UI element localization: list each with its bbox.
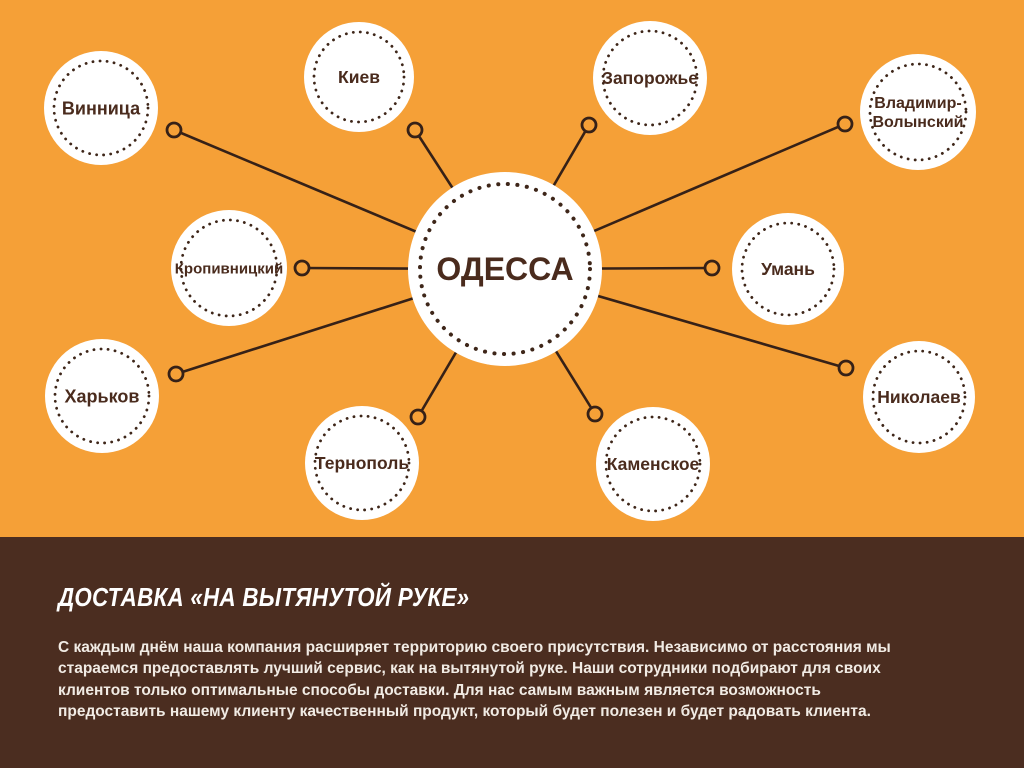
- city-label: Запорожье: [601, 68, 699, 89]
- city-label: Тернополь: [314, 453, 410, 474]
- city-label: Умань: [761, 259, 815, 280]
- panel-heading: ДОСТАВКА «НА ВЫТЯНУТОЙ РУКЕ»: [58, 582, 470, 612]
- body-text-line: стараемся предоставлять лучший сервис, как на вытянутой руке. Наши сотрудники подбирают для своих: [58, 660, 881, 678]
- body-text-line: клиентов только оптимальные способы доставки. Для нас самым важным является возможность: [58, 681, 821, 699]
- panel-body-text: [58, 637, 966, 723]
- city-label: Николаев: [877, 387, 961, 408]
- connector-ring: [588, 407, 602, 421]
- city-label: Киев: [338, 67, 380, 88]
- city-label: Винница: [61, 98, 141, 119]
- connector-ring: [582, 118, 596, 132]
- connector-ring: [411, 410, 425, 424]
- connector-ring: [408, 123, 422, 137]
- connector-ring: [705, 261, 719, 275]
- bottom-text-panel: [0, 537, 1024, 768]
- body-text-line: предоставить нашему клиенту качественный продукт, который будет полезен и будет радовать клиента.: [58, 703, 871, 721]
- connector-ring: [169, 367, 183, 381]
- city-label: Харьков: [64, 386, 140, 407]
- connector-ring: [839, 361, 853, 375]
- hub-label: ОДЕССА: [436, 251, 574, 288]
- connector-ring: [838, 117, 852, 131]
- body-text-line: С каждым днём наша компания расширяет территорию своего присутствия. Независимо от расстояния мы: [58, 638, 891, 656]
- city-label: Каменское: [606, 454, 700, 475]
- city-label: Кропивницкий: [174, 260, 284, 278]
- city-label: Владимир-Волынский: [872, 95, 964, 132]
- connector-ring: [295, 261, 309, 275]
- connector-ring: [167, 123, 181, 137]
